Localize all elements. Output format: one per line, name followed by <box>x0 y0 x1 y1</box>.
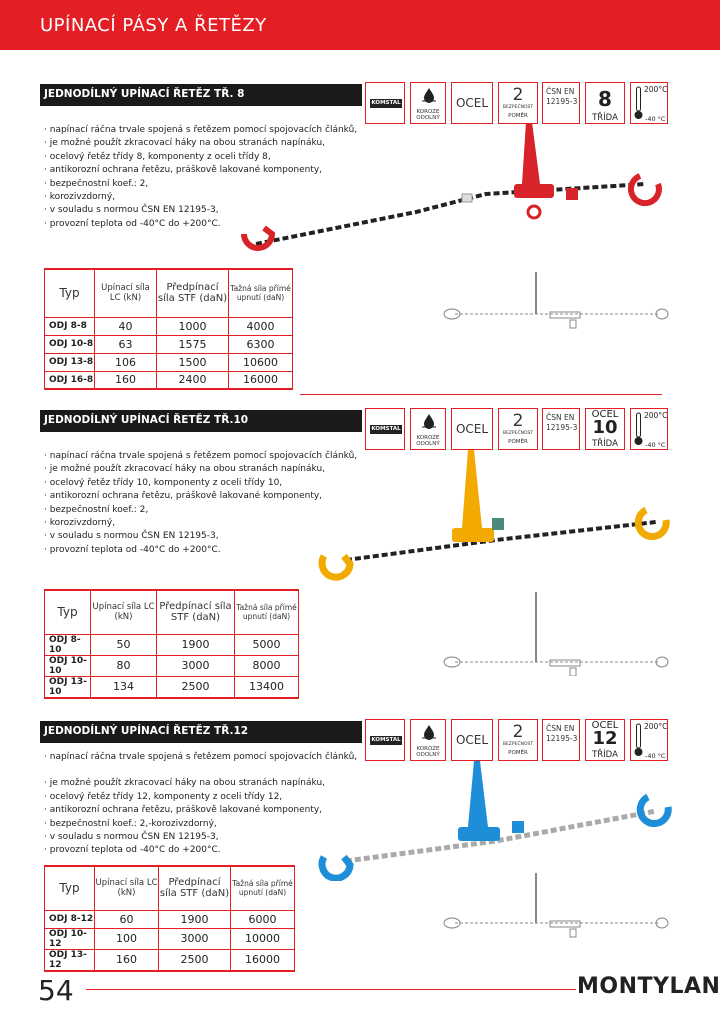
class-icon: OCEL 12 TŘÍDA <box>585 719 625 761</box>
feature-item: · v souladu s normou ČSN EN 12195-3, <box>44 204 357 217</box>
feature-list <box>44 450 357 557</box>
product-photo-yellow-chain <box>316 450 672 585</box>
safety-factor-icon: 2 BEZPEČNOST POMĚR <box>498 82 538 124</box>
steel-icon: OCEL <box>451 719 493 761</box>
technical-drawing <box>440 592 670 676</box>
col-typ: Typ <box>45 590 91 634</box>
safety-factor-icon: 2 BEZPEČNOST POMĚR <box>498 408 538 450</box>
table-row: ODJ 10-10 80 3000 8000 <box>45 655 299 676</box>
feature-item: · antikorozní ochrana řetězu, práškově lakované komponenty, <box>44 490 357 503</box>
feature-item: · napínací ráčna trvale spojená s řetězem pomocí spojovacích článků, <box>44 124 357 137</box>
table-row: ODJ 8-10 50 1900 5000 <box>45 634 299 655</box>
feature-item: · napínací ráčna trvale spojená s řetězem pomocí spojovacích článků, <box>44 751 357 764</box>
footer-divider <box>86 989 576 990</box>
col-stf: Předpínací síla STF (daN) <box>159 866 231 910</box>
section-divider <box>300 394 662 395</box>
steel-icon: OCEL <box>451 82 493 124</box>
page-title-bar <box>0 0 720 50</box>
table-row: ODJ 10-8 63 1575 6300 <box>45 335 293 353</box>
feature-list <box>44 751 357 858</box>
class-icon: 8 TŘÍDA <box>585 82 625 124</box>
table-row: ODJ 8-12 60 1900 6000 <box>45 910 295 928</box>
technical-drawing <box>440 270 670 332</box>
corrosion-icon: KOROZE ODOLNÝ <box>410 82 446 124</box>
spec-table <box>44 865 295 972</box>
spec-table <box>44 268 293 390</box>
table-row: ODJ 16-8 160 2400 16000 <box>45 371 293 389</box>
section-title: JEDNODÍLNÝ UPÍNACÍ ŘETĚZ TŘ. 8 <box>44 88 245 100</box>
spec-icons <box>365 408 670 450</box>
table-row: ODJ 13-10 134 2500 13400 <box>45 676 299 698</box>
section-title: JEDNODÍLNÝ UPÍNACÍ ŘETĚZ TŘ.10 <box>44 414 249 426</box>
page-number: 54 <box>38 974 74 1007</box>
spec-table <box>44 589 299 699</box>
steel-icon: OCEL <box>451 408 493 450</box>
col-stf: Předpínací síla STF (daN) <box>157 590 235 634</box>
col-tazna: Tažná síla přímé upnutí (daN) <box>231 866 295 910</box>
feature-item: · antikorozní ochrana řetězu, práškově lakované komponenty, <box>44 804 357 817</box>
table-row: ODJ 13-12 160 2500 16000 <box>45 949 295 971</box>
komstal-logo: KOMSTAL <box>365 408 405 450</box>
product-photo-blue-chain <box>316 761 672 881</box>
feature-item: · ocelový řetěz třídy 10, komponenty z oceli třídy 10, <box>44 477 357 490</box>
feature-item: · antikorozní ochrana řetězu, práškově lakované komponenty, <box>44 164 357 177</box>
section-title-bar <box>40 84 362 106</box>
feature-item: · je možné použít zkracovací háky na obou stranách napínáku, <box>44 137 357 150</box>
col-stf: Předpínací síla STF (daN) <box>157 269 229 317</box>
norm-icon: ČSN EN 12195-3 <box>542 408 580 450</box>
komstal-logo: KOMSTAL <box>365 719 405 761</box>
corrosion-icon: KOROZE ODOLNÝ <box>410 719 446 761</box>
safety-factor-icon: 2 BEZPEČNOST POMĚR <box>498 719 538 761</box>
norm-icon: ČSN EN 12195-3 <box>542 719 580 761</box>
col-tazna: Tažná síla přímé upnutí (daN) <box>229 269 293 317</box>
feature-item: · bezpečnostní koef.: 2,-korozivzdorný, <box>44 818 357 831</box>
feature-item: · korozivzdorný, <box>44 191 357 204</box>
product-photo-red-chain <box>236 124 666 259</box>
col-typ: Typ <box>45 269 95 317</box>
temperature-icon: 200°C -40 °C <box>630 719 668 761</box>
table-row: ODJ 13-8 106 1500 10600 <box>45 353 293 371</box>
feature-item: · je možné použít zkracovací háky na obou stranách napínáku, <box>44 463 357 476</box>
feature-item: · provozní teplota od -40°C do +200°C. <box>44 544 357 557</box>
feature-item: · korozivzdorný, <box>44 517 357 530</box>
feature-item: · bezpečnostní koef.: 2, <box>44 504 357 517</box>
brand-logo: MONTYLAN <box>577 974 720 999</box>
corrosion-icon: KOROZE ODOLNÝ <box>410 408 446 450</box>
feature-item: · ocelový řetěz třídy 8, komponenty z oceli třídy 8, <box>44 151 357 164</box>
feature-item: · ocelový řetěz třídy 12, komponenty z oceli třídy 12, <box>44 791 357 804</box>
feature-item: · je možné použít zkracovací háky na obou stranách napínáku, <box>44 777 357 790</box>
section-title-bar <box>40 410 362 432</box>
spec-icons <box>365 82 670 124</box>
class-icon: OCEL 10 TŘÍDA <box>585 408 625 450</box>
feature-item: · bezpečnostní koef.: 2, <box>44 178 357 191</box>
table-row: ODJ 10-12 100 3000 10000 <box>45 928 295 949</box>
page-title: UPÍNACÍ PÁSY A ŘETĚZY <box>40 15 267 36</box>
temperature-icon: 200°C -40 °C <box>630 408 668 450</box>
feature-item: · v souladu s normou ČSN EN 12195-3, <box>44 831 357 844</box>
table-row: ODJ 8-8 40 1000 4000 <box>45 317 293 335</box>
feature-item: · v souladu s normou ČSN EN 12195-3, <box>44 530 357 543</box>
spec-icons <box>365 719 670 761</box>
temperature-icon: 200°C -40 °C <box>630 82 668 124</box>
section-title-bar <box>40 721 362 743</box>
feature-item: · provozní teplota od -40°C do +200°C. <box>44 218 357 231</box>
feature-item: · napínací ráčna trvale spojená s řetězem pomocí spojovacích článků, <box>44 450 357 463</box>
col-tazna: Tažná síla přímé upnutí (daN) <box>235 590 299 634</box>
col-lc: Upínací síla LC (kN) <box>95 269 157 317</box>
col-lc: Upínací síla LC (kN) <box>95 866 159 910</box>
norm-icon: ČSN EN 12195-3 <box>542 82 580 124</box>
col-typ: Typ <box>45 866 95 910</box>
feature-item: · provozní teplota od -40°C do +200°C. <box>44 844 357 857</box>
komstal-logo: KOMSTAL <box>365 82 405 124</box>
section-title: JEDNODÍLNÝ UPÍNACÍ ŘETĚZ TŘ.12 <box>44 725 249 737</box>
col-lc: Upínací síla LC (kN) <box>91 590 157 634</box>
technical-drawing <box>440 873 670 949</box>
